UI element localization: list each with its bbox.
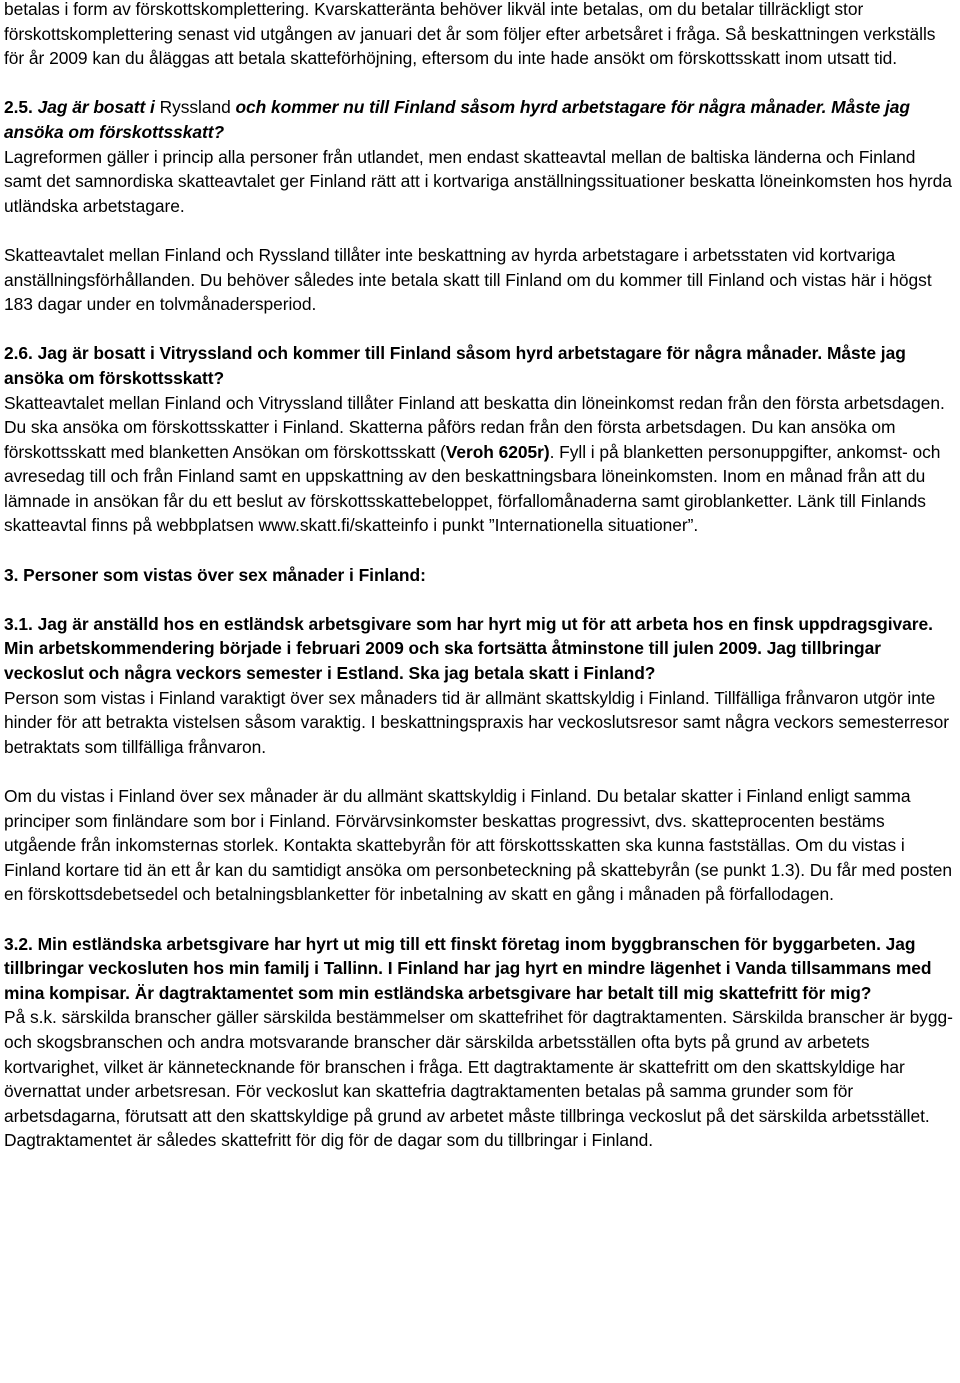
spacer xyxy=(4,587,954,612)
question-number: 3.1. xyxy=(4,613,33,634)
answer-2-5-paragraph-2: Skatteavtalet mellan Finland och Ryssland tillåter inte beskattning av hyrda arbetstagare i arbetsstaten vid kortvariga anställningsförhållanden. Du behöver således inte betala skatt till Finland om du kommer till Finland och vistas här i högst 183 dagar under en tolvmånadersperiod. xyxy=(4,244,932,315)
question-number: 2.5. xyxy=(4,97,33,118)
answer-text-b: . Fyll i på blanketten personuppgifter, ankomst- och avresedag till och från Finland samt en uppskattning av den beskattningsbara löneinkomsten. Inom en månad från att du lämnade in ansökan får du ett beslut av förskottsskattebeloppet, förfallomånaderna samt giroblanketter. Länk till Finlands skatteavtal finns på webbplatsen www.skatt.fi/skatteinfo i punkt ”Internationella situationer”. xyxy=(4,441,941,536)
spacer xyxy=(4,317,954,342)
spacer xyxy=(4,907,954,932)
question-text-part2: och kommer nu till Finland såsom hyrd arbetstagare för några månader. Måste jag ansöka om förskottsskatt? xyxy=(4,97,910,142)
question-country: Ryssland xyxy=(159,97,231,118)
answer-3-1-paragraph-1: Person som vistas i Finland varaktigt över sex månaders tid är allmänt skattskyldig i Finland. Tillfälliga frånvaron utgör inte hinder för att betrakta vistelsen såsom varaktig. I beskattningspraxis har veckoslutsresor samt några veckors semesterresor betraktats som tillfälliga frånvaron. xyxy=(4,687,949,757)
answer-3-1-paragraph-2: Om du vistas i Finland över sex månader är du allmänt skattskyldig i Finland. Du betalar skatter i Finland enligt samma principer som finländare som bor i Finland. Förvärvsinkomster beskattas progressivt, dvs. skatteprocenten bestäms utgående från inkomsternas storlek. Kontakta skattebyrån för att förskottsskatten ska kunna fastställas. Om du vistas i Finland kortare tid än ett år kan du samtidigt ansöka om personbeteckning på skattebyrån (se punkt 1.3). Du får med posten en förskottsdebetsedel och betalningsblanketter för inbetalning av skatt en gång i månaden på förfallodagen. xyxy=(4,786,953,905)
question-text: Jag är anställd hos en estländsk arbetsgivare som har hyrt mig ut för att arbeta hos en finsk uppdragsgivare. Min arbetskommendering började i februari 2009 och ska fortsätta åtminstone till julen 2009. Jag tillbringar veckoslut och några veckors semester i Estland. Ska jag betala skatt i Finland? xyxy=(4,613,933,684)
intro-paragraph: betalas i form av förskottskomplettering. Kvarskatteränta behöver likväl inte betalas, om du betalar tillräckligt stor förskottskomplettering senast vid utgången av januari det år som följer efter arbetsåret i fråga. Så beskattningen verkställs för år 2009 kan du åläggas att betala skatteförhöjning, eftersom du inte hade ansökt om förskottsskatt inom utsatt tid. xyxy=(4,0,936,69)
spacer xyxy=(4,71,954,96)
spacer xyxy=(4,759,954,784)
question-number: 3.2. xyxy=(4,933,33,954)
question-2-5-heading xyxy=(4,95,954,144)
question-text-part1: Jag är bosatt i xyxy=(37,97,155,118)
answer-text-a: Skatteavtalet mellan Finland och Vitryssland tillåter Finland att beskatta din löneinkomst redan från den första arbetsdagen. Du ska ansöka om förskottsskatter i Finland. Skatterna påförs redan från den första arbetsdagen. Du kan ansöka om förskottsskatt med blanketten Ansökan om förskottsskatt ( xyxy=(4,392,945,462)
question-2-6-heading xyxy=(4,341,954,390)
question-3-1-heading xyxy=(4,612,954,686)
question-number: 2.6. xyxy=(4,343,33,364)
question-text: Min estländska arbetsgivare har hyrt ut mig till ett finskt företag inom byggbranschen för byggarbeten. Jag tillbringar veckosluten hos min familj i Tallinn. I Finland har jag hyrt en mindre lägenhet i Vanda tillsammans med mina kompisar. Är dagtraktamentet som min estländska arbetsgivare har betalt till mig skattefritt för mig? xyxy=(4,933,932,1003)
section-3-title: 3. Personer som vistas över sex månader i Finland: xyxy=(4,564,426,585)
answer-2-6-paragraph xyxy=(4,391,954,539)
form-code: Veroh 6205r) xyxy=(445,441,550,462)
answer-3-2-paragraph: På s.k. särskilda branscher gäller särskilda bestämmelser om skattefrihet för dagtraktamenten. Särskilda branscher är bygg- och skogsbranschen och andra motsvarande branscher där särskilda arbetsställen ofta byts på grund av arbetets kortvarighet, vilket är kännetecknande för branschen i fråga. Ett dagtraktamente är skattefritt om den skattskyldige har övernattat under arbetsresan. För veckoslut kan skattefria dagtraktamenten betalas på samma grunder som för arbetsdagarna, förutsatt att den skattskyldige på grund av arbetet måste tillbringa veckoslut på det särskilda arbetsstället. Dagtraktamentet är således skattefritt för dig för de dagar som du tillbringar i Finland. xyxy=(4,1007,953,1151)
spacer xyxy=(4,538,954,563)
question-3-2-heading xyxy=(4,932,954,1006)
spacer xyxy=(4,218,954,243)
answer-2-5-paragraph-1: Lagreformen gäller i princip alla personer från utlandet, men endast skatteavtal mellan de baltiska länderna och Finland samt det samnordiska skatteavtalet ger Finland rätt att i kortvariga anställningssituationer beskatta löneinkomsten hos hyrda utländska arbetstagare. xyxy=(4,146,952,216)
question-text: Jag är bosatt i Vitryssland och kommer till Finland såsom hyrd arbetstagare för några månader. Måste jag ansöka om förskottsskatt? xyxy=(4,343,906,388)
